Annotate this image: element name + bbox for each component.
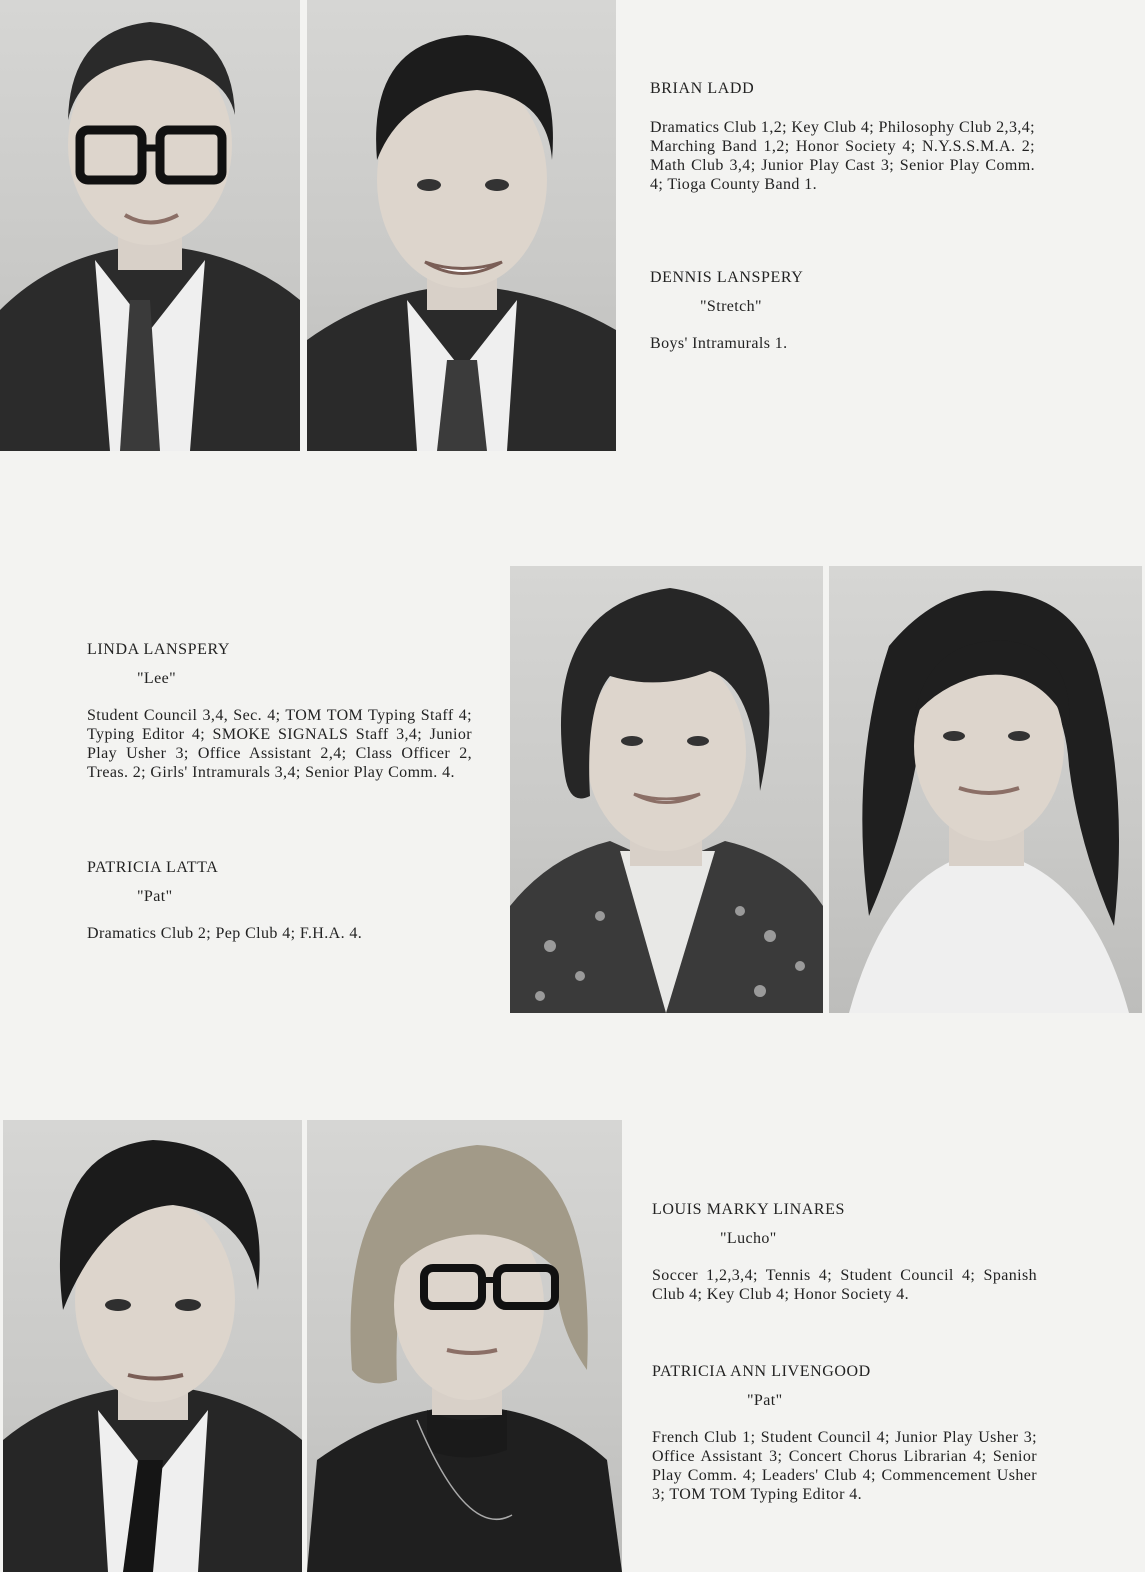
student-nickname: "Lucho"	[720, 1230, 777, 1247]
student-nickname: "Lee"	[137, 670, 177, 687]
student-activities: Dramatics Club 2; Pep Club 4; F.H.A. 4.	[87, 925, 363, 942]
student-activities: Boys' Intramurals 1.	[650, 335, 788, 352]
student-nickname: "Pat"	[747, 1392, 783, 1409]
entry-patricia-latta	[87, 858, 472, 943]
portrait-dennis-lanspery	[307, 0, 616, 451]
student-activities: Soccer 1,2,3,4; Tennis 4; Student Council 4; Spanish Club 4; Key Club 4; Honor Society 4.	[652, 1267, 1037, 1303]
portrait-linda-lanspery	[510, 566, 823, 1013]
entry-louis-linares	[652, 1200, 1037, 1304]
student-name: PATRICIA ANN LIVENGOOD	[652, 1363, 871, 1380]
student-activities: Dramatics Club 1,2; Key Club 4; Philosophy Club 2,3,4; Marching Band 1,2; Honor Society 4; N.Y.S.S.M.A. 2; Math Club 3,4; Junior Play Cast 3; Senior Play Comm. 4; Tioga County Band 1.	[650, 119, 1035, 193]
student-activities: French Club 1; Student Council 4; Junior Play Usher 3; Office Assistant 3; Concert Chorus Librarian 4; Senior Play Comm. 4; Leaders' Club 4; Commencement Usher 3; TOM TOM Typing Editor 4.	[652, 1429, 1037, 1503]
portrait-patricia-livengood	[307, 1120, 622, 1572]
entry-dennis-lanspery	[650, 268, 1035, 353]
entry-patricia-livengood	[652, 1362, 1037, 1504]
student-name: DENNIS LANSPERY	[650, 269, 804, 286]
portrait-brian-ladd	[0, 0, 300, 451]
student-name: LINDA LANSPERY	[87, 641, 231, 658]
student-name: LOUIS MARKY LINARES	[652, 1201, 846, 1218]
student-name: BRIAN LADD	[650, 80, 755, 97]
student-name: PATRICIA LATTA	[87, 859, 219, 876]
student-nickname: "Pat"	[137, 888, 173, 905]
student-activities: Student Council 3,4, Sec. 4; TOM TOM Typing Staff 4; Typing Editor 4; SMOKE SIGNALS Staff 3,4; Junior Play Usher 3; Office Assistant 2,4; Class Officer 2, Treas. 2; Girls' Intramurals 3,4; Senior Play Comm. 4.	[87, 707, 472, 781]
portrait-louis-linares	[3, 1120, 302, 1572]
entry-linda-lanspery	[87, 640, 472, 782]
portrait-patricia-latta	[829, 566, 1142, 1013]
entry-brian-ladd	[650, 79, 1035, 194]
student-nickname: "Stretch"	[700, 298, 762, 315]
